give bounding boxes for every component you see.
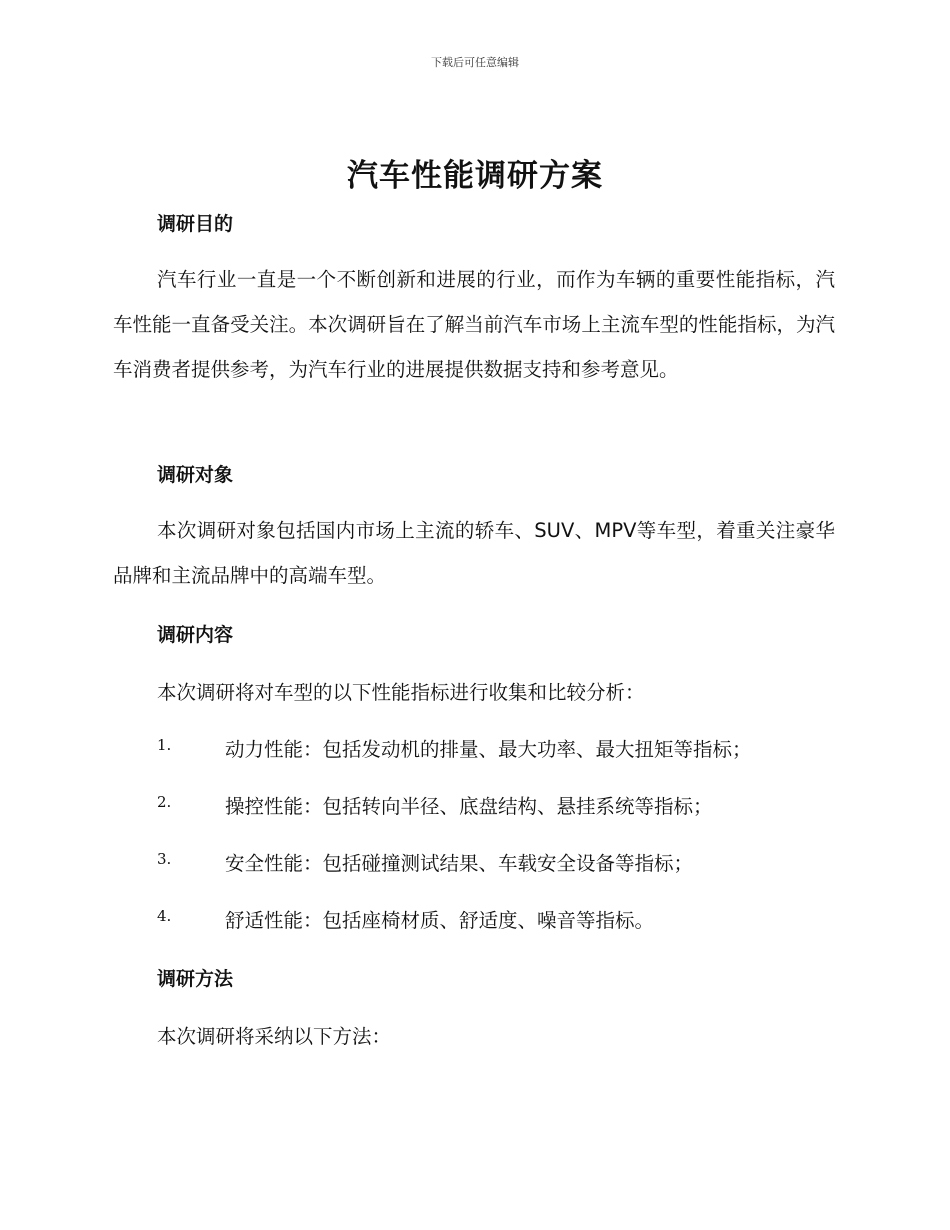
list-number: 4. <box>157 907 172 925</box>
list-number: 2. <box>157 793 172 811</box>
list-number: 3. <box>157 850 172 868</box>
list-number: 1. <box>157 736 172 754</box>
section-intro-method: 本次调研将采纳以下方法： <box>157 1025 392 1048</box>
header-note: 下载后可任意编辑 <box>431 56 519 69</box>
section-intro-content: 本次调研将对车型的以下性能指标进行收集和比较分析： <box>157 681 645 704</box>
list-item <box>157 905 837 933</box>
list-item <box>157 848 837 876</box>
list-text: 动力性能：包括发动机的排量、最大功率、最大扭矩等指标； <box>225 738 752 761</box>
list-item <box>157 791 837 819</box>
list-text: 安全性能：包括碰撞测试结果、车载安全设备等指标； <box>225 852 694 875</box>
section-paragraph-purpose: 汽车行业一直是一个不断创新和进展的行业，而作为车辆的重要性能指标，汽车性能一直备受关注。本次调研旨在了解当前汽车市场上主流车型的性能指标，为汽车消费者提供参考，为汽车行业的进展提供数据支持和参考意见。 <box>113 268 835 381</box>
list-text: 操控性能：包括转向半径、底盘结构、悬挂系统等指标； <box>225 795 713 818</box>
list-item <box>157 734 837 762</box>
section-heading-content: 调研内容 <box>157 624 234 646</box>
section-paragraph-subjects: 本次调研对象包括国内市场上主流的轿车、SUV、MPV等车型，着重关注豪华品牌和主流品牌中的高端车型。 <box>113 519 835 587</box>
document-title: 汽车性能调研方案 <box>347 158 603 194</box>
section-heading-purpose: 调研目的 <box>157 213 234 235</box>
section-heading-subjects: 调研对象 <box>157 464 234 486</box>
list-text: 舒适性能：包括座椅材质、舒适度、噪音等指标。 <box>225 909 655 932</box>
section-heading-method: 调研方法 <box>157 968 234 990</box>
